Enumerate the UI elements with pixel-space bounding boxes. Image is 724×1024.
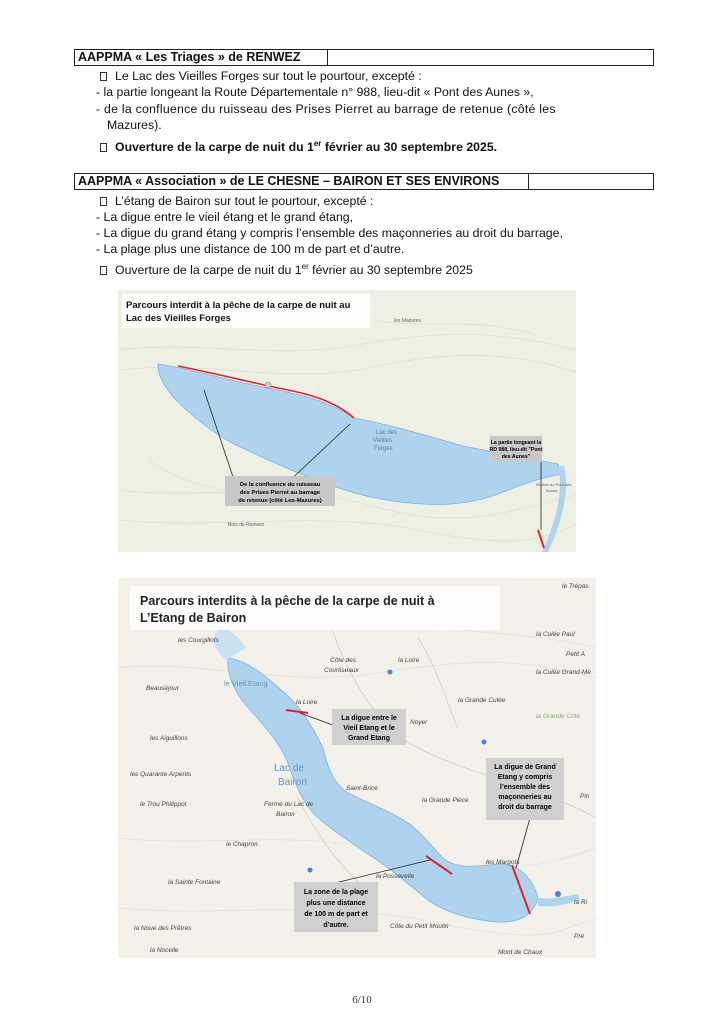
section1-line-2: - la partie longeant la Route Départementale n° 988, lieu-dit « Pont des Aunes », bbox=[96, 85, 534, 99]
svg-text:Côte du Petit Moulin: Côte du Petit Moulin bbox=[390, 923, 449, 930]
map1-callout-rd988-text: La partie longeant la bbox=[490, 440, 542, 446]
map1-lake-label: Lac des bbox=[376, 430, 398, 436]
map2-lake-vieil-label: le Vieil Etang bbox=[224, 679, 268, 688]
map1-place-mazures: les Mazures bbox=[394, 318, 421, 324]
svg-text:Noyer: Noyer bbox=[410, 719, 428, 726]
bullet-icon bbox=[100, 266, 107, 275]
section1-line-1: Le Lac des Vieilles Forges sur tout le pourtour, excepté : bbox=[100, 68, 422, 84]
section2-opening: Ouverture de la carpe de nuit du 1er février au 30 septembre 2025 bbox=[100, 259, 473, 278]
map2-lake-label-1: Lac de bbox=[274, 763, 305, 774]
svg-text:d’autre.: d’autre. bbox=[323, 922, 349, 929]
svg-text:Côte des: Côte des bbox=[330, 657, 357, 664]
svg-text:la Possevelle: la Possevelle bbox=[376, 873, 415, 880]
svg-text:Aunes: Aunes bbox=[546, 488, 558, 493]
svg-text:de retenue (côté Les-Mazures): de retenue (côté Les-Mazures) bbox=[238, 498, 322, 504]
svg-text:Pré: Pré bbox=[574, 933, 585, 940]
svg-text:la Grande Culée: la Grande Culée bbox=[458, 697, 506, 704]
section1-header bbox=[74, 49, 654, 66]
map2-poi-icon bbox=[388, 670, 393, 675]
svg-text:des Prises Pierret au barrage: des Prises Pierret au barrage bbox=[239, 490, 321, 496]
map-etang-bairon bbox=[118, 578, 596, 958]
svg-text:Bairon: Bairon bbox=[276, 811, 295, 818]
map2-poi-icon bbox=[482, 740, 487, 745]
map2-title-line2: L’Etang de Bairon bbox=[140, 611, 247, 625]
map1-callout-confluence-text: De la confluence du ruisseau bbox=[239, 482, 321, 488]
section2-header bbox=[74, 173, 654, 190]
section1-line-4: Mazures). bbox=[107, 118, 162, 132]
svg-text:Petit A: Petit A bbox=[566, 651, 585, 658]
svg-text:la Ri: la Ri bbox=[574, 899, 588, 906]
svg-text:Etang y compris: Etang y compris bbox=[497, 774, 553, 781]
svg-text:la Sainte Fontaine: la Sainte Fontaine bbox=[168, 879, 221, 886]
map2-poi-icon bbox=[555, 891, 561, 897]
svg-text:les Aiguillons: les Aiguillons bbox=[150, 735, 188, 742]
svg-text:la Loire: la Loire bbox=[398, 657, 420, 664]
svg-text:Vieil Etang et le: Vieil Etang et le bbox=[343, 725, 395, 732]
svg-text:les Margots: les Margots bbox=[486, 859, 520, 866]
map-vieilles-forges-svg bbox=[118, 290, 576, 552]
svg-text:la Nocelle: la Nocelle bbox=[150, 947, 179, 954]
svg-text:le Trou Philippot: le Trou Philippot bbox=[140, 801, 187, 808]
bullet-icon bbox=[100, 197, 107, 206]
svg-text:la Grande Pièce: la Grande Pièce bbox=[422, 797, 469, 804]
section1-opening: Ouverture de la carpe de nuit du 1er février au 30 septembre 2025. bbox=[100, 136, 497, 155]
section2-line-2: - La digue entre le vieil étang et le grand étang, bbox=[96, 210, 354, 224]
svg-text:droit du barrage: droit du barrage bbox=[498, 804, 552, 811]
svg-text:Mont de Chaux: Mont de Chaux bbox=[498, 949, 543, 956]
svg-text:plus une distance: plus une distance bbox=[306, 900, 366, 907]
map1-place-pont: Rocher du Pont des bbox=[536, 482, 572, 487]
svg-text:la Loire: la Loire bbox=[296, 699, 318, 706]
svg-text:la Culée Grand-Mé: la Culée Grand-Mé bbox=[536, 669, 591, 676]
map2-poi-icon bbox=[308, 868, 313, 873]
page-number: 6/10 bbox=[352, 994, 372, 1006]
map2-callout-plage-text: La zone de la plage bbox=[303, 889, 369, 896]
section1-header-text: AAPPMA « Les Triages » de RENWEZ bbox=[78, 50, 301, 64]
svg-text:la Grande Côte: la Grande Côte bbox=[536, 713, 581, 720]
svg-text:le Chapron: le Chapron bbox=[226, 841, 258, 848]
map2-callout-digue-grand-text: La digue de Grand bbox=[494, 764, 556, 771]
section2-line-1: L’étang de Bairon sur tout le pourtour, excepté : bbox=[100, 193, 373, 209]
svg-text:l’ensemble des: l’ensemble des bbox=[499, 784, 551, 791]
section2-header-text: AAPPMA « Association » de LE CHESNE – BAIRON ET SES ENVIRONS bbox=[78, 174, 500, 188]
bullet-icon bbox=[100, 72, 107, 81]
svg-text:Grand Etang: Grand Etang bbox=[347, 735, 391, 742]
svg-text:Forges: Forges bbox=[374, 446, 393, 452]
map-etang-bairon-svg bbox=[118, 578, 596, 958]
svg-text:Vieilles: Vieilles bbox=[373, 438, 392, 444]
map2-title-line1: Parcours interdits à la pêche de la carpe de nuit à bbox=[140, 594, 435, 608]
svg-text:des Aunes": des Aunes" bbox=[501, 454, 531, 460]
section2-line-3: - La digue du grand étang y compris l’ensemble des maçonneries au droit du barrage, bbox=[96, 226, 563, 240]
map1-landmark-icon bbox=[265, 382, 271, 388]
svg-text:de 100 m de part et: de 100 m de part et bbox=[304, 911, 368, 918]
svg-text:le Trépas: le Trépas bbox=[562, 583, 589, 590]
section1-line-3: - de la confluence du ruisseau des Prises Pierret au barrage de retenue (côté les bbox=[96, 102, 556, 116]
header-divider bbox=[327, 50, 328, 65]
header-divider bbox=[528, 174, 529, 190]
map2-lake-label-2: Bairon bbox=[278, 777, 307, 788]
map1-place-bois: Bois de Renwez bbox=[228, 522, 265, 528]
svg-text:les Quarante Arpents: les Quarante Arpents bbox=[130, 771, 192, 778]
svg-text:RD 988, lieu-dit "Pont: RD 988, lieu-dit "Pont bbox=[489, 447, 543, 453]
svg-text:Pin: Pin bbox=[580, 793, 590, 800]
map1-title-line2: Lac des Vieilles Forges bbox=[126, 313, 231, 324]
svg-text:Courtiseaux: Courtiseaux bbox=[324, 667, 359, 674]
map1-title-line1: Parcours interdit à la pêche de la carpe de nuit au bbox=[126, 300, 351, 311]
svg-text:Beauséjour: Beauséjour bbox=[146, 685, 179, 692]
svg-text:les Courgillots: les Courgillots bbox=[178, 637, 219, 644]
svg-text:Saint-Brice: Saint-Brice bbox=[346, 785, 378, 792]
svg-text:Ferme du Lac de: Ferme du Lac de bbox=[264, 801, 314, 808]
svg-text:la Noue des Prêtres: la Noue des Prêtres bbox=[134, 925, 192, 932]
bullet-icon bbox=[100, 143, 107, 152]
svg-text:maçonneries au: maçonneries au bbox=[498, 794, 552, 801]
svg-text:la Culée Paul: la Culée Paul bbox=[536, 631, 575, 638]
section2-line-4: - La plage plus une distance de 100 m de part et d’autre. bbox=[96, 242, 405, 256]
map-vieilles-forges bbox=[118, 290, 576, 552]
map2-callout-digue-vieil-text: La digue entre le bbox=[341, 715, 397, 722]
section2-header-rightbar bbox=[653, 173, 654, 190]
section2-header-underline bbox=[527, 189, 654, 190]
